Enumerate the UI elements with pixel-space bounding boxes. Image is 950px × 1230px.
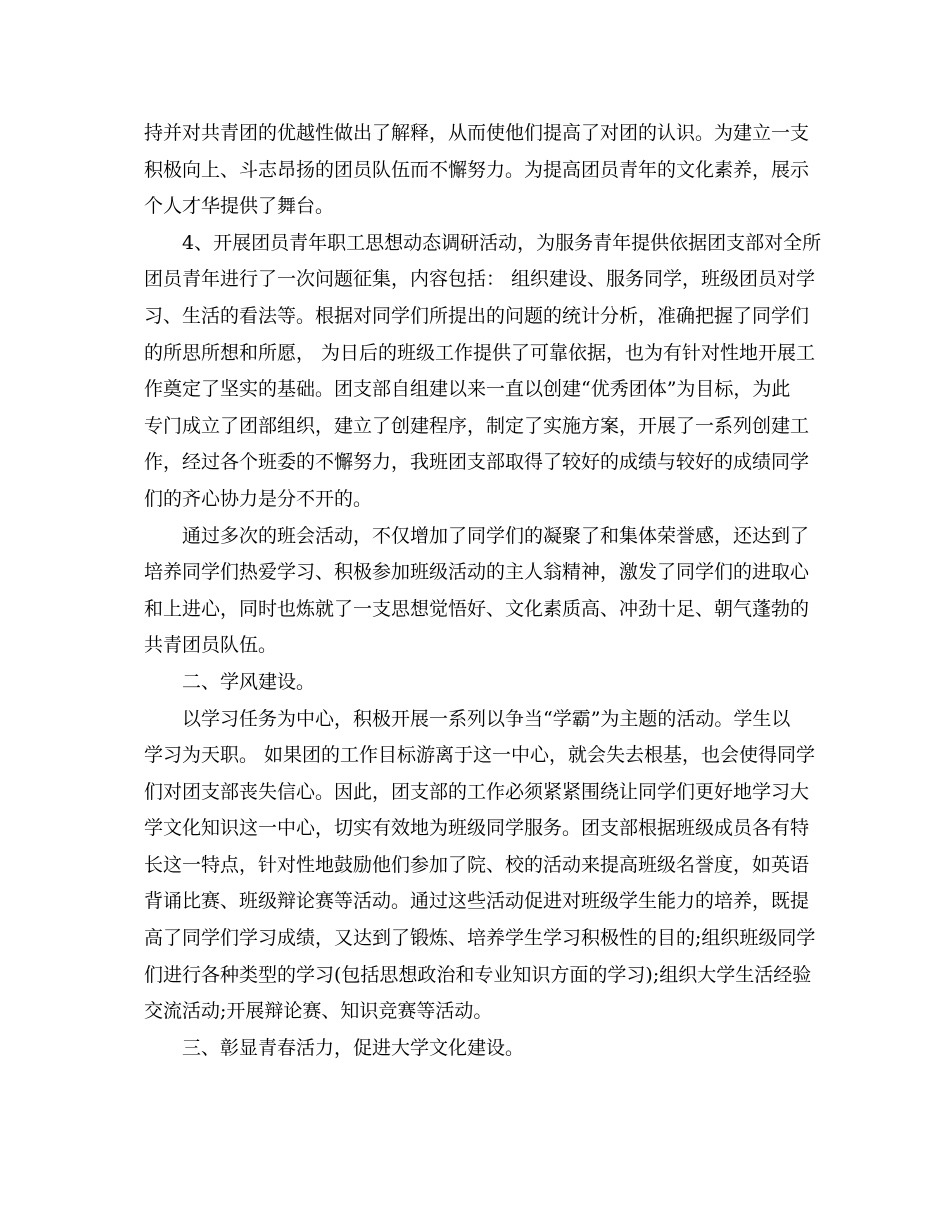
text-line: 们对团支部丧失信心。因此，团支部的工作必须紧紧围绕让同学们更好地学习大 (144, 780, 810, 803)
document-body (144, 115, 822, 1066)
text-line: 专门成立了团部组织，建立了创建程序，制定了实施方案，开展了一系列创建工 (144, 414, 810, 437)
text-line: 团员青年进行了一次问题征集，内容包括： 组织建设、服务同学，班级团员对学 (144, 268, 816, 291)
text-line: 们进行各种类型的学习(包括思想政治和专业知识方面的学习);组织大学生活经验 (144, 963, 812, 986)
text-line: 学文化知识这一中心，切实有效地为班级同学服务。团支部根据班级成员各有特 (144, 817, 810, 840)
text-line: 交流活动;开展辩论赛、知识竞赛等活动。 (144, 1000, 493, 1023)
text-line: 培养同学们热爱学习、积极参加班级活动的主人翁精神，激发了同学们的进取心 (144, 561, 810, 584)
text-line: 和上进心，同时也炼就了一支思想觉悟好、文化素质高、冲劲十足、朝气蓬勃的 (144, 597, 810, 620)
section-heading: 三、彰显青春活力，促进大学文化建设。 (182, 1036, 525, 1059)
text-line: 作奠定了坚实的基础。团支部自组建以来一直以创建“优秀团体”为目标，为此 (144, 378, 791, 401)
text-line: 的所思所想和所愿， 为日后的班级工作提供了可靠依据，也为有针对性地开展工 (144, 341, 816, 364)
text-line: 高了同学们学习成绩，又达到了锻炼、培养学生学习积极性的目的;组织班级同学 (144, 927, 816, 950)
section-heading: 二、学风建设。 (182, 670, 316, 693)
text-line: 学习为天职。 如果团的工作目标游离于这一中心，就会失去根基，也会使得同学 (144, 744, 816, 767)
text-line: 们的齐心协力是分不开的。 (144, 487, 373, 510)
text-line: 作，经过各个班委的不懈努力，我班团支部取得了较好的成绩与较好的成绩同学 (144, 451, 810, 474)
text-line: 习、生活的看法等。根据对同学们所提出的问题的统计分析，准确把握了同学们 (144, 304, 810, 327)
text-line: 持并对共青团的优越性做出了解释，从而使他们提高了对团的认识。为建立一支 (144, 122, 810, 144)
paragraph-start-line: 以学习任务为中心，积极开展一系列以争当“学霸”为主题的活动。学生以 (182, 707, 791, 730)
paragraph-start-line: 4、开展团员青年职工思想动态调研活动，为服务青年提供依据团支部对全所 (182, 231, 822, 254)
text-line: 背诵比赛、班级辩论赛等活动。通过这些活动促进对班级学生能力的培养，既提 (144, 890, 810, 913)
paragraph-start-line: 通过多次的班会活动，不仅增加了同学们的凝聚了和集体荣誉感，还达到了 (182, 524, 810, 547)
text-line: 个人才华提供了舞台。 (144, 195, 335, 218)
text-line: 共青团员队伍。 (144, 634, 278, 657)
text-line: 长这一特点，针对性地鼓励他们参加了院、校的活动来提高班级名誉度，如英语 (144, 853, 810, 876)
text-line: 积极向上、斗志昂扬的团员队伍而不懈努力。为提高团员青年的文化素养，展示 (144, 158, 810, 181)
